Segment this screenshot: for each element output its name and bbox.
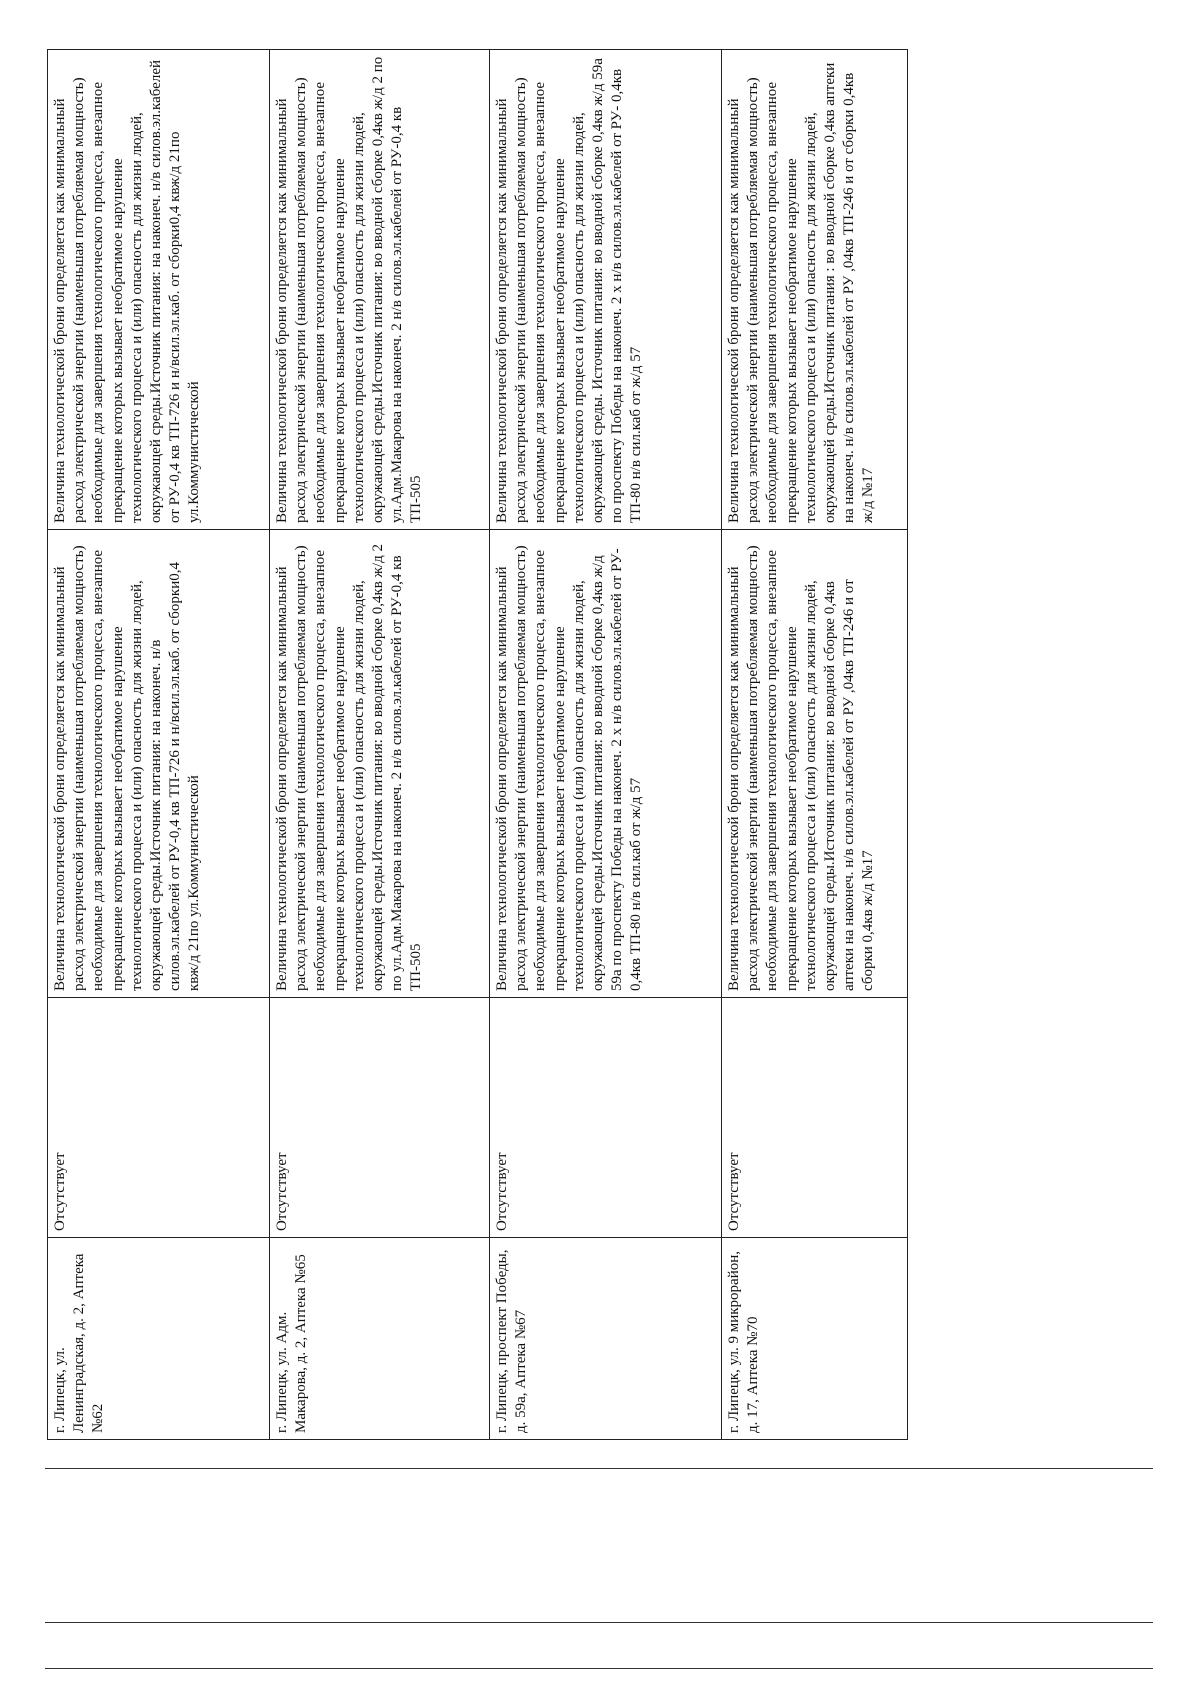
description-cell: Величина технологической брони определяется как минимальный расход электрической энергии (наименьшая потребляемая мощность) необходимые для завершения технологического процесса, внезапное прекращение которых вызывает необратимое нарушение технологического процесса и (или) опасность для жизни людей, окружающей среды.Источник питания: на наконеч. н/в силов.эл.кабелей от РУ-0,4 кв ТП-726 и н/всил.эл.каб. от сборки0,4 квж/д 21по ул.Коммунистической	[48, 50, 270, 530]
description-cell: Величина технологической брони определяется как минимальный расход электрической энергии (наименьшая потребляемая мощность) необходимые для завершения технологического процесса, внезапное прекращение которых вызывает необратимое нарушение технологического процесса и (или) опасность для жизни людей, окружающей среды. Источник питания: во вводной сборке 0,4кв ж/д 59а по проспекту Победы на наконеч. 2 х н/в силов.эл.кабелей от РУ- 0,4кв ТП-80 н/в сил.каб от ж/д 57	[490, 50, 722, 530]
status-cell: Отсутствует	[490, 998, 722, 1238]
address-cell: г. Липецк, ул. Адм. Макарова, д. 2, Аптека №65	[270, 1238, 490, 1440]
description-cell: Величина технологической брони определяется как минимальный расход электрической энергии (наименьшая потребляемая мощность) необходимые для завершения технологического процесса, внезапное прекращение которых вызывает необратимое нарушение технологического процесса и (или) опасность для жизни людей, окружающей среды.Источник питания : во вводной сборке 0,4кв аптеки на наконеч. н/в силов.эл.кабелей от РУ ,04кв ТП-246 и от сборки 0,4кв ж/д №17	[722, 50, 908, 530]
address-cell: г. Липецк, проспект Победы, д. 59а, Аптека №67	[490, 1238, 722, 1440]
description-cell: Величина технологической брони определяется как минимальный расход электрической энергии (наименьшая потребляемая мощность) необходимые для завершения технологического процесса, внезапное прекращение которых вызывает необратимое нарушение технологического процесса и (или) опасность для жизни людей, окружающей среды.Источник питания: во вводной сборке 0,4кв ж/д 59а по проспекту Победы на наконеч. 2 х н/в силов.эл.кабелей от РУ- 0,4кв ТП-80 н/в сил.каб от ж/д 57	[490, 530, 722, 998]
rotated-table-wrapper	[47, 50, 907, 1440]
table-row	[270, 50, 490, 1440]
description-cell: Величина технологической брони определяется как минимальный расход электрической энергии (наименьшая потребляемая мощность) необходимые для завершения технологического процесса, внезапное прекращение которых вызывает необратимое нарушение технологического процесса и (или) опасность для жизни людей, окружающей среды.Источник питания: во вводной сборке 0,4кв аптеки на наконеч. н/в силов.эл.кабелей от РУ ,04кв ТП-246 и от сборки 0,4кв ж/д №17	[722, 530, 908, 998]
page-divider-line	[45, 1622, 1153, 1623]
status-cell: Отсутствует	[270, 998, 490, 1238]
table-row	[490, 50, 722, 1440]
table-row	[722, 50, 908, 1440]
address-cell: г. Липецк, ул. Ленинградская, д. 2, Аптека №62	[48, 1238, 270, 1440]
description-cell: Величина технологической брони определяется как минимальный расход электрической энергии (наименьшая потребляемая мощность) необходимые для завершения технологического процесса, внезапное прекращение которых вызывает необратимое нарушение технологического процесса и (или) опасность для жизни людей, окружающей среды.Источник питания: во вводной сборке 0,4кв ж/д 2 по ул.Адм.Макарова на наконеч. 2 н/в силов.эл.кабелей от РУ-0,4 кв ТП-505	[270, 530, 490, 998]
description-cell: Величина технологической брони определяется как минимальный расход электрической энергии (наименьшая потребляемая мощность) необходимые для завершения технологического процесса, внезапное прекращение которых вызывает необратимое нарушение технологического процесса и (или) опасность для жизни людей, окружающей среды.Источник питания: во вводной сборке 0,4кв ж/д 2 по ул.Адм.Макарова на наконеч. 2 н/в силов.эл.кабелей от РУ-0,4 кв ТП-505	[270, 50, 490, 530]
pharmacy-power-table	[47, 49, 908, 1440]
address-cell: г. Липецк, ул. 9 микрорайон, д. 17, Аптека №70	[722, 1238, 908, 1440]
status-cell: Отсутствует	[48, 998, 270, 1238]
page-divider-line	[45, 1468, 1153, 1469]
page-divider-line	[45, 1668, 1153, 1669]
table-row	[48, 50, 270, 1440]
status-cell: Отсутствует	[722, 998, 908, 1238]
description-cell: Величина технологической брони определяется как минимальный расход электрической энергии (наименьшая потребляемая мощность) необходимые для завершения технологического процесса, внезапное прекращение которых вызывает необратимое нарушение технологического процесса и (или) опасность для жизни людей, окружающей среды.Источник питания: на наконеч. н/в силов.эл.кабелей от РУ-0,4 кв ТП-726 и н/всил.эл.каб. от сборки0,4 квж/д 21по ул.Коммунистической	[48, 530, 270, 998]
